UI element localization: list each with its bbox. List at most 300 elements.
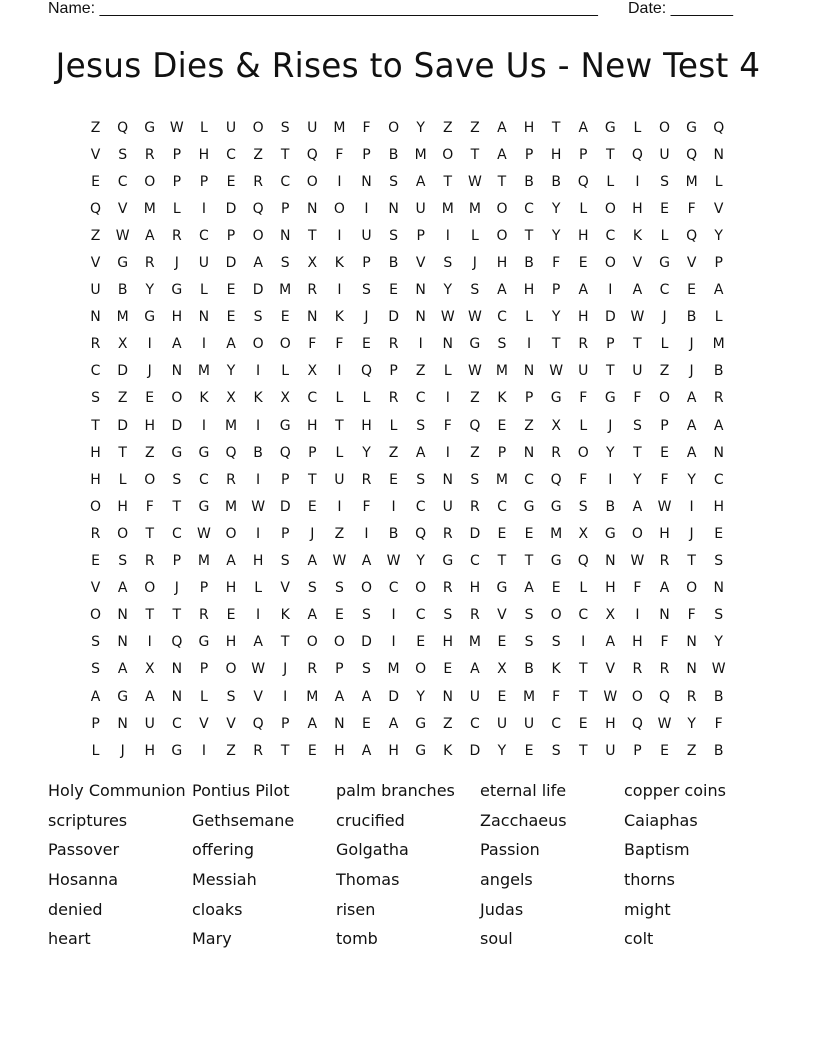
grid-letter: O xyxy=(144,471,156,488)
grid-letter: Q xyxy=(360,363,372,380)
grid-letter: J xyxy=(472,255,477,272)
grid-letter: W xyxy=(630,553,645,570)
grid-letter: H xyxy=(577,227,589,244)
grid-letter: E xyxy=(687,282,697,299)
grid-letter: T xyxy=(578,661,588,678)
grid-letter: S xyxy=(578,498,588,515)
grid-letter: S xyxy=(416,417,426,434)
grid-letter: S xyxy=(524,607,534,624)
grid-letter: N xyxy=(605,553,616,570)
grid-letter: I xyxy=(635,173,640,190)
word-list-item: Hosanna xyxy=(48,870,119,890)
grid-letter: I xyxy=(526,336,532,353)
grid-letter: E xyxy=(578,715,588,732)
grid-letter: D xyxy=(388,688,399,705)
word-list xyxy=(48,779,768,957)
grid-letter: K xyxy=(632,227,643,244)
grid-letter: S xyxy=(118,553,128,570)
grid-letter: C xyxy=(497,498,507,515)
page-title: Jesus Dies & Rises to Save Us - New Test 4 xyxy=(55,46,761,86)
grid-letter: S xyxy=(91,661,100,678)
grid-letter: M xyxy=(468,200,481,217)
grid-letter: O xyxy=(279,336,291,353)
grid-letter: S xyxy=(714,607,724,624)
grid-letter: Z xyxy=(144,444,155,461)
grid-letter: L xyxy=(200,688,208,705)
grid-letter: R xyxy=(442,580,453,597)
grid-letter: G xyxy=(659,255,670,272)
grid-letter: X xyxy=(551,417,561,434)
grid-letter: I xyxy=(445,444,450,461)
grid-letter: F xyxy=(335,146,344,163)
grid-letter: Q xyxy=(90,200,102,217)
grid-letter: G xyxy=(198,444,210,461)
grid-letter: H xyxy=(632,634,643,651)
grid-letter: E xyxy=(226,173,236,190)
grid-letter: C xyxy=(199,227,209,244)
grid-letter: X xyxy=(226,390,236,407)
grid-letter: U xyxy=(469,688,480,705)
grid-letter: Z xyxy=(659,363,670,380)
grid-letter: Y xyxy=(497,742,507,759)
grid-letter: P xyxy=(199,173,209,190)
grid-letter: G xyxy=(171,282,183,299)
grid-letter: O xyxy=(252,119,264,136)
grid-letter: E xyxy=(307,742,317,759)
grid-letter: Q xyxy=(469,417,481,434)
grid-letter: Y xyxy=(416,688,425,705)
grid-letter: M xyxy=(495,471,508,488)
word-list-item: Messiah xyxy=(192,870,257,890)
grid-letter: R xyxy=(144,255,155,272)
grid-letter: G xyxy=(117,688,129,705)
grid-letter: G xyxy=(144,309,156,326)
grid-letter: O xyxy=(496,200,508,217)
grid-letter: C xyxy=(713,471,724,488)
grid-letter: H xyxy=(605,715,616,732)
grid-letter: C xyxy=(117,173,128,190)
grid-letter: A xyxy=(144,227,155,244)
grid-letter: S xyxy=(389,173,399,190)
grid-letter: Z xyxy=(90,227,101,244)
grid-letter: R xyxy=(307,661,318,678)
grid-letter: P xyxy=(335,661,344,678)
grid-letter: L xyxy=(335,390,344,407)
grid-letter: O xyxy=(415,580,427,597)
grid-letter: O xyxy=(659,119,671,136)
grid-letter: D xyxy=(388,309,399,326)
grid-letter: Y xyxy=(633,471,642,488)
grid-letter: W xyxy=(711,661,726,678)
grid-letter: P xyxy=(280,471,290,488)
grid-letter: I xyxy=(256,607,261,624)
grid-letter: N xyxy=(686,661,697,678)
grid-letter: X xyxy=(307,255,318,272)
grid-letter: N xyxy=(117,607,128,624)
grid-letter: T xyxy=(551,119,561,136)
grid-letter: J xyxy=(120,742,125,759)
grid-letter: Q xyxy=(577,553,589,570)
word-list-item: angels xyxy=(480,870,533,890)
grid-letter: A xyxy=(470,661,480,678)
grid-letter: X xyxy=(307,363,318,380)
grid-letter: L xyxy=(606,173,615,190)
grid-letter: M xyxy=(387,661,400,678)
grid-letter: B xyxy=(686,309,697,326)
grid-letter: U xyxy=(90,282,101,299)
grid-letter: C xyxy=(578,607,589,624)
grid-letter: W xyxy=(251,661,266,678)
grid-letter: Z xyxy=(117,390,128,407)
grid-letter: C xyxy=(171,525,182,542)
word-list-item: copper coins xyxy=(624,781,726,800)
grid-letter: L xyxy=(200,282,208,299)
grid-letter: M xyxy=(116,309,129,326)
grid-letter: V xyxy=(605,661,616,678)
grid-letter: Z xyxy=(442,119,453,136)
grid-letter: C xyxy=(469,715,480,732)
grid-letter: W xyxy=(467,173,482,190)
grid-letter: R xyxy=(226,471,236,488)
grid-letter: C xyxy=(551,715,562,732)
grid-letter: H xyxy=(469,580,481,597)
grid-letter: E xyxy=(660,200,669,217)
grid-letter: F xyxy=(660,471,669,488)
grid-letter: D xyxy=(225,255,237,272)
word-list-item: Baptism xyxy=(624,840,690,860)
grid-letter: V xyxy=(199,715,209,732)
grid-letter: O xyxy=(388,119,400,136)
grid-letter: A xyxy=(713,282,724,299)
grid-letter: I xyxy=(256,363,261,380)
grid-letter: E xyxy=(389,282,398,299)
grid-letter: M xyxy=(306,688,319,705)
grid-letter: Y xyxy=(714,227,723,244)
grid-letter: I xyxy=(201,742,206,759)
word-list-item: Holy Communion xyxy=(48,781,186,800)
grid-letter: A xyxy=(226,553,236,570)
grid-letter: X xyxy=(605,607,616,624)
grid-letter: U xyxy=(334,471,345,488)
grid-letter: Z xyxy=(388,444,399,461)
grid-letter: G xyxy=(550,498,562,515)
grid-letter: N xyxy=(198,309,210,326)
grid-letter: P xyxy=(606,336,615,353)
grid-letter: Q xyxy=(171,634,183,651)
grid-letter: H xyxy=(577,309,589,326)
grid-letter: U xyxy=(605,742,616,759)
grid-letter: I xyxy=(689,498,694,515)
grid-letter: U xyxy=(578,363,589,380)
grid-letter: V xyxy=(280,580,290,597)
grid-letter: W xyxy=(657,715,672,732)
grid-letter: A xyxy=(117,661,128,678)
grid-letter: F xyxy=(687,200,696,217)
grid-letter: R xyxy=(388,336,399,353)
word-list-item: Golgatha xyxy=(336,840,409,860)
grid-letter: G xyxy=(604,525,616,542)
grid-letter: P xyxy=(280,525,290,542)
grid-letter: B xyxy=(713,688,724,705)
word-list-item: palm branches xyxy=(336,781,455,800)
grid-letter: D xyxy=(171,417,183,434)
grid-letter: W xyxy=(467,309,482,326)
grid-letter: E xyxy=(551,580,561,597)
grid-letter: I xyxy=(201,200,206,217)
word-list-item: eternal life xyxy=(480,781,567,800)
grid-letter: S xyxy=(443,607,453,624)
grid-letter: U xyxy=(442,498,453,515)
grid-letter: V xyxy=(713,200,724,217)
grid-letter: V xyxy=(226,715,236,732)
grid-letter: Y xyxy=(551,309,561,326)
grid-letter: N xyxy=(388,200,399,217)
grid-letter: U xyxy=(361,227,372,244)
grid-letter: M xyxy=(224,417,238,434)
grid-letter: J xyxy=(174,255,179,272)
grid-letter: J xyxy=(608,417,613,434)
grid-letter: J xyxy=(689,363,694,380)
grid-letter: B xyxy=(524,173,534,190)
grid-letter: J xyxy=(174,580,179,597)
grid-letter: C xyxy=(415,607,426,624)
word-list-item: tomb xyxy=(336,929,378,949)
grid-letter: O xyxy=(360,580,372,597)
grid-letter: L xyxy=(714,309,723,326)
grid-letter: U xyxy=(659,146,670,163)
grid-letter: J xyxy=(662,309,667,326)
grid-letter: I xyxy=(391,498,396,515)
grid-letter: R xyxy=(253,173,263,190)
grid-letter: L xyxy=(714,173,723,190)
grid-letter: Q xyxy=(550,471,562,488)
grid-letter: J xyxy=(283,661,288,678)
grid-letter: D xyxy=(469,525,481,542)
grid-letter: P xyxy=(172,173,182,190)
grid-letter: B xyxy=(117,282,128,299)
grid-letter: G xyxy=(279,417,291,434)
grid-letter: S xyxy=(307,580,317,597)
grid-letter: R xyxy=(90,525,101,542)
grid-letter: Z xyxy=(442,715,453,732)
grid-letter: F xyxy=(335,336,344,353)
grid-letter: X xyxy=(117,336,128,353)
grid-letter: H xyxy=(361,417,372,434)
word-list-item: Thomas xyxy=(336,870,400,890)
grid-letter: Y xyxy=(145,282,155,299)
grid-letter: O xyxy=(252,227,264,244)
grid-letter: M xyxy=(224,498,238,515)
grid-letter: D xyxy=(225,200,237,217)
grid-letter: S xyxy=(632,417,642,434)
grid-letter: N xyxy=(686,634,697,651)
grid-letter: F xyxy=(579,471,588,488)
grid-letter: L xyxy=(281,363,290,380)
word-list-item: Mary xyxy=(192,929,232,949)
word-list-item: Passover xyxy=(48,840,120,860)
grid-letter: R xyxy=(578,336,589,353)
word-list-item: cloaks xyxy=(192,899,243,919)
grid-letter: A xyxy=(497,146,507,163)
grid-letter: H xyxy=(252,553,264,570)
grid-letter: K xyxy=(551,661,561,678)
grid-letter: W xyxy=(251,498,266,515)
grid-letter: R xyxy=(713,390,724,407)
grid-letter: S xyxy=(389,227,399,244)
grid-letter: I xyxy=(445,227,450,244)
grid-letter: H xyxy=(442,634,454,651)
grid-letter: N xyxy=(171,661,183,678)
grid-letter: T xyxy=(91,417,100,434)
grid-letter: W xyxy=(657,498,672,515)
grid-letter: Q xyxy=(713,119,725,136)
grid-letter: X xyxy=(280,390,290,407)
grid-letter: B xyxy=(605,498,616,515)
grid-letter: S xyxy=(497,336,507,353)
grid-letter: S xyxy=(470,282,480,299)
grid-letter: T xyxy=(633,336,642,353)
grid-letter: F xyxy=(633,580,642,597)
grid-letter: A xyxy=(686,444,697,461)
grid-letter: F xyxy=(687,607,696,624)
grid-letter: N xyxy=(415,309,426,326)
grid-letter: R xyxy=(469,498,480,515)
grid-letter: I xyxy=(256,471,261,488)
grid-letter: T xyxy=(633,444,642,461)
grid-letter: R xyxy=(144,553,155,570)
grid-letter: O xyxy=(90,607,102,624)
grid-letter: S xyxy=(172,471,182,488)
grid-letter: N xyxy=(361,173,372,190)
grid-letter: S xyxy=(91,390,100,407)
word-list-item: risen xyxy=(336,899,376,919)
grid-letter: L xyxy=(443,363,452,380)
grid-letter: Q xyxy=(117,119,129,136)
grid-letter: G xyxy=(415,742,427,759)
grid-letter: C xyxy=(497,309,507,326)
grid-letter: N xyxy=(442,336,453,353)
grid-letter: N xyxy=(659,607,670,624)
grid-letter: Z xyxy=(686,742,697,759)
grid-letter: A xyxy=(253,255,263,272)
grid-letter: I xyxy=(256,417,261,434)
grid-letter: O xyxy=(117,525,129,542)
grid-letter: M xyxy=(414,146,427,163)
grid-letter: E xyxy=(660,444,669,461)
grid-letter: I xyxy=(337,363,342,380)
grid-letter: I xyxy=(364,525,369,542)
grid-letter: P xyxy=(389,363,398,380)
grid-letter: Y xyxy=(551,200,561,217)
grid-letter: G xyxy=(469,336,481,353)
grid-letter: M xyxy=(441,200,454,217)
date-field-label: Date: _______ xyxy=(628,0,733,17)
grid-letter: U xyxy=(415,200,426,217)
grid-letter: E xyxy=(334,607,344,624)
grid-letter: T xyxy=(578,688,588,705)
grid-letter: Q xyxy=(631,146,643,163)
grid-letter: H xyxy=(144,742,155,759)
grid-letter: K xyxy=(334,255,344,272)
grid-letter: B xyxy=(551,173,561,190)
grid-letter: C xyxy=(415,390,426,407)
grid-letter: A xyxy=(632,498,643,515)
grid-letter: A xyxy=(497,282,507,299)
grid-letter: N xyxy=(117,715,128,732)
grid-letter: E xyxy=(226,309,236,326)
grid-letter: F xyxy=(660,634,669,651)
grid-letter: G xyxy=(686,119,698,136)
grid-letter: E xyxy=(714,525,724,542)
grid-letter: B xyxy=(388,525,399,542)
grid-letter: H xyxy=(388,742,399,759)
grid-letter: L xyxy=(172,200,181,217)
grid-letter: E xyxy=(497,688,507,705)
grid-letter: D xyxy=(469,742,481,759)
grid-letter: F xyxy=(552,255,561,272)
grid-letter: O xyxy=(333,634,345,651)
grid-letter: O xyxy=(225,661,237,678)
grid-letter: P xyxy=(524,390,534,407)
grid-letter: B xyxy=(388,255,399,272)
grid-letter: Z xyxy=(470,444,480,461)
grid-letter: J xyxy=(310,525,315,542)
grid-letter: A xyxy=(226,336,236,353)
grid-letter: G xyxy=(496,580,508,597)
grid-letter: A xyxy=(659,580,670,597)
grid-letter: C xyxy=(199,471,209,488)
grid-letter: Z xyxy=(226,742,236,759)
grid-letter: U xyxy=(225,119,237,136)
grid-letter: P xyxy=(199,580,209,597)
grid-letter: N xyxy=(713,146,724,163)
grid-letter: G xyxy=(117,255,129,272)
grid-letter: E xyxy=(389,471,398,488)
grid-letter: Y xyxy=(687,471,696,488)
grid-letter: C xyxy=(307,390,318,407)
grid-letter: I xyxy=(581,634,586,651)
grid-letter: C xyxy=(659,282,670,299)
grid-letter: Y xyxy=(416,119,425,136)
grid-letter: C xyxy=(171,715,182,732)
grid-letter: M xyxy=(468,634,481,651)
grid-letter: T xyxy=(172,607,182,624)
grid-letter: T xyxy=(687,553,696,570)
grid-letter: T xyxy=(145,525,155,542)
grid-letter: R xyxy=(469,607,480,624)
grid-letter: Q xyxy=(252,200,264,217)
grid-letter: O xyxy=(144,173,156,190)
grid-letter: Q xyxy=(306,146,318,163)
grid-letter: H xyxy=(605,580,616,597)
grid-letter: A xyxy=(307,553,318,570)
grid-letter: B xyxy=(388,146,399,163)
grid-letter: H xyxy=(225,580,237,597)
grid-letter: N xyxy=(442,688,453,705)
grid-letter: J xyxy=(689,525,694,542)
grid-letter: Y xyxy=(687,715,696,732)
grid-letter: G xyxy=(550,553,562,570)
grid-letter: J xyxy=(147,363,152,380)
grid-letter: A xyxy=(172,336,182,353)
grid-letter: E xyxy=(524,742,534,759)
grid-letter: H xyxy=(198,146,210,163)
grid-letter: W xyxy=(115,227,130,244)
word-list-item: scriptures xyxy=(48,810,128,830)
grid-letter: N xyxy=(171,688,183,705)
grid-letter: V xyxy=(632,255,643,272)
grid-letter: W xyxy=(603,688,618,705)
